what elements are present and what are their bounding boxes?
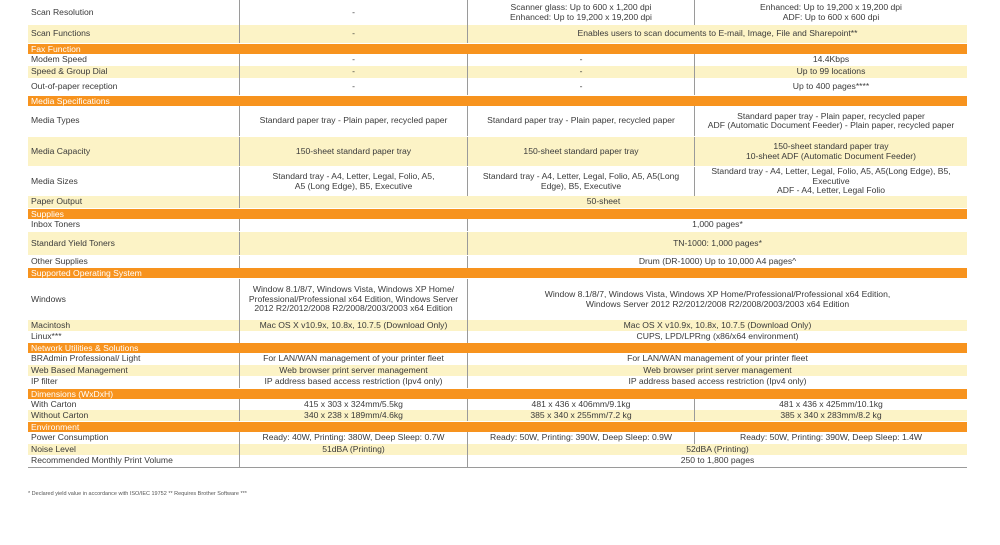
spec-value [239,320,467,331]
spec-row [28,353,967,365]
spec-value [467,410,694,421]
spec-label: Linux*** [31,331,62,342]
spec-value-line: Up to 99 locations [796,66,866,77]
section-header: Network Utilities & Solutions [28,343,967,353]
spec-value [467,279,967,320]
spec-label: Media Capacity [31,145,91,156]
spec-value [239,167,467,196]
spec-row [28,66,967,78]
section-header: Dimensions (WxDxH) [28,389,967,399]
spec-value [467,432,694,444]
spec-value-line: CUPS, LPD/LPRng (x86/x64 environment) [636,331,799,342]
spec-value [239,331,467,343]
spec-label: Modem Speed [31,54,87,65]
spec-row [28,455,967,467]
spec-label: IP filter [31,376,58,387]
spec-value-line: Standard paper tray - Plain paper, recycled paper [259,115,448,126]
spec-value-line: - [352,6,355,17]
spec-value-line: ADF - A4, Letter, Legal Folio [777,185,885,196]
spec-row [28,432,967,444]
spec-value [239,432,467,444]
section-header: Fax Function [28,44,967,54]
spec-value-line: Standard paper tray - Plain paper, recycled paper [487,115,675,126]
spec-value [694,106,967,136]
section-header: Supported Operating System [28,268,967,278]
spec-value-line: Web browser print server management [643,364,792,375]
spec-value [467,0,694,25]
spec-value-line: Window 8.1/8/7, Windows Vista, Windows XP Home/ [252,284,455,295]
spec-value [467,256,967,268]
spec-value-line: 481 x 436 x 406mm/9.1kg [531,398,631,409]
spec-value [239,353,467,365]
spec-value-line: Standard paper tray - Plain paper, recycled paper [737,110,925,121]
spec-value-line: - [579,80,583,91]
spec-value [694,54,967,66]
spec-value-line: Enables users to scan documents to E-mail, Image, File and Sharepoint** [577,28,858,39]
spec-row [28,232,967,255]
spec-value [239,444,467,455]
spec-value-line: IP address based access restriction (Ipv4 only) [264,376,443,387]
spec-value-line: 481 x 436 x 425mm/10.1kg [779,398,883,409]
spec-value-line: 50-sheet [586,196,621,207]
spec-value [239,399,467,410]
spec-value [467,376,967,388]
spec-value-line: 52dBA (Printing) [686,443,749,454]
spec-label: Web Based Management [31,364,128,375]
spec-row [28,399,967,410]
section-header: Media Specifications [28,96,967,106]
spec-value [239,137,467,166]
spec-value [239,106,467,136]
spec-value-line: Enhanced: Up to 19,200 x 19,200 dpi [510,11,652,22]
spec-value-line: Up to 400 pages**** [792,80,870,91]
spec-value-line: Mac OS X v10.9x, 10.8x, 10.7.5 (Download Only) [623,319,812,330]
spec-value-line: Standard tray - A4, Letter, Legal, Folio, A5, A5(Long [482,171,680,182]
spec-label: Standard Yield Toners [31,237,115,248]
spec-value-line: Ready: 50W, Printing: 390W, Deep Sleep: 0.9W [490,432,672,443]
spec-row [28,256,967,268]
spec-value-line: 2012 R2/2012/2008 R2/2008/2003/2003 x64 Edition [254,303,453,314]
spec-value [694,78,967,95]
spec-value-line: ADF: Up to 600 x 600 dpi [782,11,880,22]
spec-value [694,66,967,78]
spec-row [28,0,967,25]
spec-value-line: For LAN/WAN management of your printer fleet [263,353,444,364]
spec-label: Macintosh [31,319,71,330]
spec-value-line: - [579,66,583,77]
spec-value [239,376,467,388]
spec-row [28,331,967,343]
spec-label: Paper Output [31,196,83,207]
spec-row [28,279,967,320]
spec-value-line: 51dBA (Printing) [322,443,385,454]
spec-value [467,25,967,43]
spec-row [28,167,967,196]
spec-row [28,219,967,231]
spec-value-line: ADF (Automatic Document Feeder) - Plain paper, recycled paper [707,120,955,130]
spec-value [694,410,967,421]
spec-value [467,320,967,331]
spec-value [467,167,694,196]
spec-value-line: Drum (DR-1000) Up to 10,000 A4 pages^ [638,256,797,267]
spec-label: BRAdmin Professional/ Light [31,353,141,364]
spec-label: Windows [31,293,66,304]
spec-value-line: IP address based access restriction (Ipv4 only) [628,376,807,387]
spec-label: Inbox Toners [31,219,81,230]
spec-value [467,106,694,136]
spec-label: Other Supplies [31,256,88,267]
spec-value [467,78,694,95]
spec-value [694,137,967,166]
spec-label: Without Carton [31,409,89,420]
spec-value-line: 14.4Kbps [812,54,850,65]
spec-value-line: Standard tray - A4, Letter, Legal, Folio, A5, A5(Long Edge), B5, Executive [711,166,951,186]
section-header: Environment [28,422,967,432]
spec-value-line: 340 x 238 x 189mm/4.6kg [304,409,403,420]
spec-value [467,232,967,255]
spec-value [694,0,967,25]
spec-value-line: A5 (Long Edge), B5, Executive [294,180,413,191]
spec-value-line: 250 to 1,800 pages [680,455,755,466]
spec-value-line: - [352,80,355,91]
spec-value [467,331,967,343]
spec-row [28,137,967,166]
spec-label: Speed & Group Dial [31,66,108,77]
spec-row [28,365,967,376]
spec-value [239,25,467,43]
spec-value-line: Window 8.1/8/7, Windows Vista, Windows XP Home/Professional/Professional x64 Edition, [544,289,891,300]
spec-value-line: - [352,66,355,77]
spec-value-line: For LAN/WAN management of your printer fleet [627,353,808,364]
spec-value [694,399,967,410]
spec-value-line: 150-sheet standard paper tray [523,145,639,156]
spec-label: Noise Level [31,443,76,454]
spec-value [239,410,467,421]
spec-value [239,365,467,376]
spec-value [239,455,467,467]
table-bottom-rule [28,467,967,468]
footnote: * Declared yield value in accordance with ISO/IEC 19752 ** Requires Brother Software *** [28,491,247,497]
section-header: Supplies [28,209,967,219]
spec-value-line: Enhanced: Up to 19,200 x 19,200 dpi [760,2,902,13]
spec-row [28,376,967,388]
spec-value [467,66,694,78]
spec-value-line: 150-sheet standard paper tray [773,141,889,152]
spec-value-line: 1,000 pages* [692,219,743,230]
spec-value-line: Standard tray - A4, Letter, Legal, Folio, A5, [272,171,435,182]
spec-value-line: - [352,54,355,65]
spec-value-line: 415 x 303 x 324mm/5.5kg [304,398,403,409]
spec-label: Media Sizes [31,175,78,186]
spec-value [239,256,467,268]
spec-row [28,78,967,95]
spec-label: Media Types [31,115,80,126]
spec-value [694,167,967,196]
spec-value-line: Ready: 40W, Printing: 380W, Deep Sleep: 0.7W [262,432,445,443]
spec-value [467,219,967,231]
spec-row [28,106,967,136]
spec-value-line: Ready: 50W, Printing: 390W, Deep Sleep: 1.4W [740,432,922,443]
spec-value-line: Windows Server 2012 R2/2012/2008 R2/2008/2003/2003 x64 Edition [585,298,850,309]
spec-row [28,444,967,455]
spec-row [28,410,967,421]
spec-label: With Carton [31,398,77,409]
spec-value [467,137,694,166]
spec-row [28,54,967,66]
spec-value [239,232,467,255]
spec-value [239,66,467,78]
spec-value [239,0,467,25]
spec-value-line: - [352,28,355,39]
spec-value [467,365,967,376]
spec-value [239,196,967,208]
spec-label: Power Consumption [31,432,109,443]
spec-row [28,25,967,43]
spec-value-line: Web browser print server management [279,364,428,375]
spec-label: Out-of-paper reception [31,80,118,91]
spec-value [467,455,967,467]
spec-value-line: 385 x 340 x 283mm/8.2 kg [780,409,882,420]
spec-value [239,78,467,95]
spec-value [239,219,467,231]
spec-value-line: Mac OS X v10.9x, 10.8x, 10.7.5 (Download Only) [259,319,448,330]
spec-value-line: 10-sheet ADF (Automatic Document Feeder) [745,150,917,161]
spec-row [28,196,967,208]
spec-value [467,54,694,66]
spec-value [694,432,967,444]
spec-label: Scan Resolution [31,6,94,17]
spec-value-line: - [579,54,583,65]
spec-label: Recommended Monthly Print Volume [31,455,173,466]
spec-value-line: Edge), B5, Executive [540,180,622,191]
spec-value [467,399,694,410]
spec-value-line: Professional/Professional x64 Edition, Windows Server [248,293,459,304]
spec-row [28,320,967,331]
spec-value [239,54,467,66]
spec-label: Scan Functions [31,28,91,39]
spec-value-line: TN-1000: 1,000 pages* [673,237,762,248]
spec-value [467,353,967,365]
spec-value [239,279,467,320]
spec-value-line: Scanner glass: Up to 600 x 1,200 dpi [510,2,652,13]
spec-value [467,444,967,455]
spec-value-line: 150-sheet standard paper tray [295,145,412,156]
spec-value-line: 385 x 340 x 255mm/7.2 kg [530,409,632,420]
